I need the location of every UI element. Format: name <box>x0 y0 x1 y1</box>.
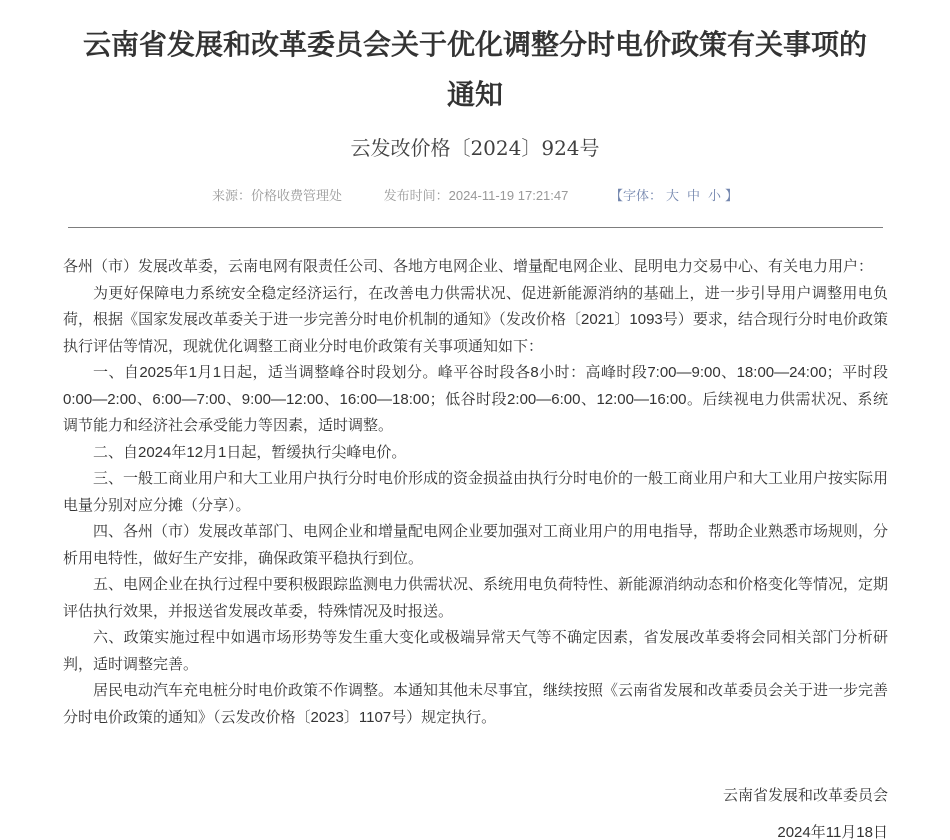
publish-time-group <box>384 186 569 206</box>
paragraph-item-4: 四、各州（市）发展改革部门、电网企业和增量配电网企业要加强对工商业用户的用电指导，帮助企业熟悉市场规则，分析用电特性，做好生产安排，确保政策平稳执行到位。 <box>63 523 889 567</box>
source-group <box>212 186 342 206</box>
publish-time-label: 发布时间： <box>383 188 449 203</box>
document-number: 云发改价格〔2024〕924号 <box>350 136 600 160</box>
font-selector-suffix: 】 <box>725 188 739 203</box>
meta-bar <box>0 186 950 206</box>
source-value: 价格收费管理处 <box>250 188 342 203</box>
document-body <box>63 254 888 731</box>
paragraph-item-1: 一、自2025年1月1日起，适当调整峰谷时段划分。峰平谷时段各8小时：高峰时段7:00—9:00、18:00—24:00；平时段0:00—2:00、6:00—7:00、9:00—12:00、16:00—18:00；低谷时段2:00—6:00、12:00—16:00。后续视电力供需状况、系统调节能力和经济社会承受能力等因素，适时调整。 <box>63 364 888 434</box>
page-title <box>70 0 880 120</box>
paragraph-item-3: 三、一般工商业用户和大工业用户执行分时电价形成的资金损益由执行分时电价的一般工商业用户和大工业用户按实际用电量分别对应分摊（分享）。 <box>63 470 889 514</box>
page-title-line-2: 通知 <box>446 79 503 110</box>
font-size-medium-button[interactable]: 中 <box>687 188 701 203</box>
source-label: 来源： <box>211 188 251 203</box>
font-size-small-button[interactable]: 小 <box>708 188 722 203</box>
paragraph-item-6: 六、政策实施过程中如遇市场形势等发生重大变化或极端异常天气等不确定因素，省发展改革委将会同相关部门分析研判，适时调整完善。 <box>63 629 888 673</box>
signature-date: 2024年11月18日 <box>777 824 888 840</box>
paragraph-addressees: 各州（市）发展改革委，云南电网有限责任公司、各地方电网企业、增量配电网企业、昆明电力交易中心、有关电力用户： <box>63 258 874 275</box>
publish-time-value: 2024-11-19 17:21:47 <box>448 188 569 203</box>
paragraph-preamble: 为更好保障电力系统安全稳定经济运行，在改善电力供需状况、促进新能源消纳的基础上，进一步引导用户调整用电负荷，根据《国家发展改革委关于进一步完善分时电价机制的通知》（发改价格〔2021〕1093号）要求，结合现行分时电价政策执行评估等情况，现就优化调整工商业分时电价政策有关事项通知如下： <box>63 284 888 355</box>
paragraph-item-5: 五、电网企业在执行过程中要积极跟踪监测电力供需状况、系统用电负荷特性、新能源消纳动态和价格变化等情况，定期评估执行效果，并报送省发展改革委，特殊情况及时报送。 <box>63 576 889 620</box>
font-selector-prefix: 【字体： <box>609 188 662 203</box>
signature-block <box>0 777 888 840</box>
header-divider <box>68 227 883 228</box>
font-size-selector <box>610 186 738 206</box>
paragraph-closing: 居民电动汽车充电桩分时电价政策不作调整。本通知其他未尽事宜，继续按照《云南省发展和改革委员会关于进一步完善分时电价政策的通知》（云发改价格〔2023〕1107号）规定执行。 <box>63 682 889 726</box>
signature-org: 云南省发展和改革委员会 <box>722 787 888 804</box>
paragraph-item-2: 二、自2024年12月1日起，暂缓执行尖峰电价。 <box>93 443 407 461</box>
font-size-large-button[interactable]: 大 <box>666 188 680 203</box>
page-title-line-1: 云南省发展和改革委员会关于优化调整分时电价政策有关事项的 <box>82 29 867 60</box>
